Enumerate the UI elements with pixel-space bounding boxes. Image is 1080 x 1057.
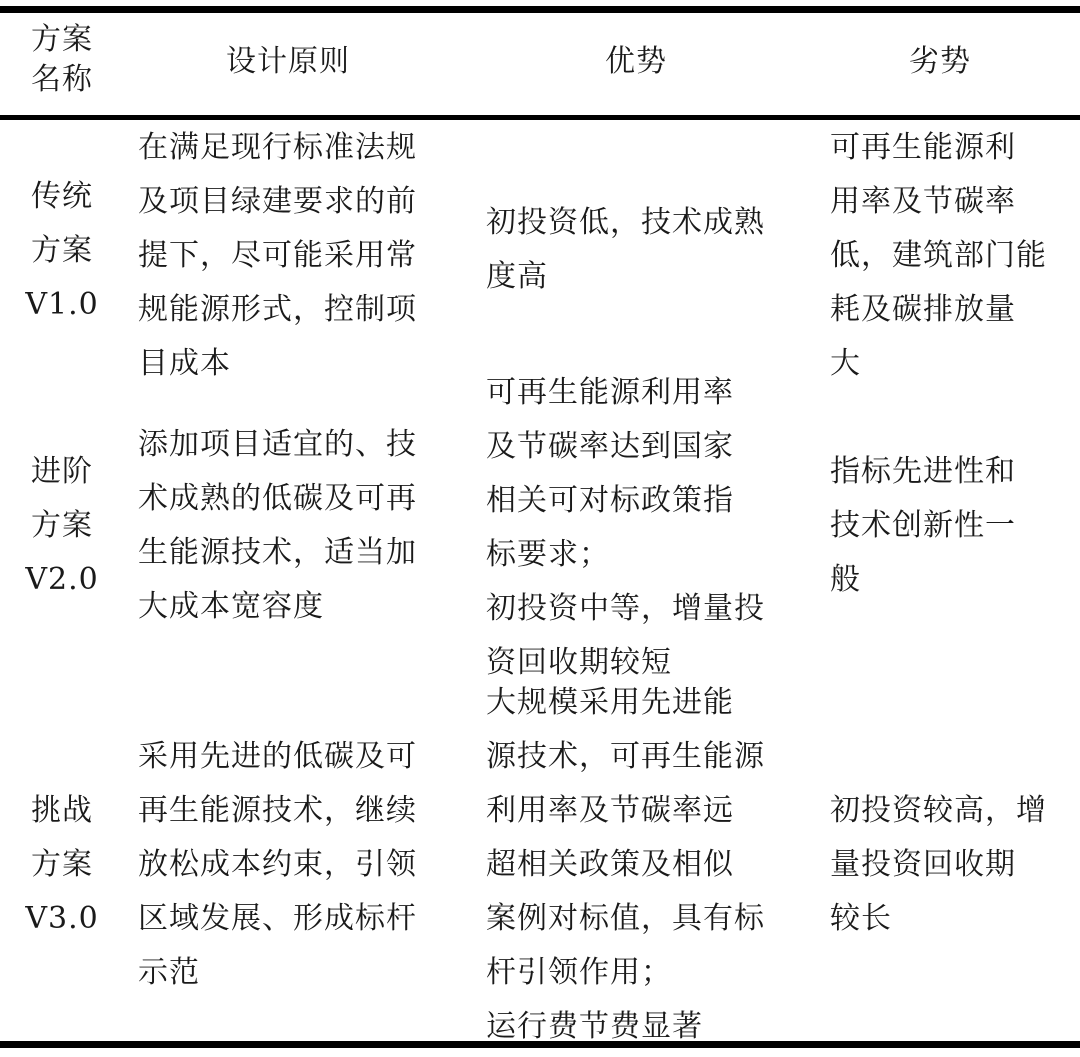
cell-line: V2.0 xyxy=(25,562,99,597)
cell-line: 大规模采用先进能 xyxy=(486,685,734,720)
row2-principle xyxy=(138,418,448,634)
cell-line: 般 xyxy=(830,562,861,597)
cell-line: 技术创新性一 xyxy=(830,508,1016,543)
cell-line: 用率及节碳率 xyxy=(830,184,1016,219)
row1-scheme-name xyxy=(22,170,102,332)
cell-line: 初投资较高，增 xyxy=(830,793,1047,828)
header-scheme-name xyxy=(22,20,102,100)
cell-line: 添加项目适宜的、技 xyxy=(138,427,417,462)
cell-line: 量投资回收期 xyxy=(830,847,1016,882)
cell-line: 目成本 xyxy=(138,346,231,381)
cell-line: 运行费节费显著 xyxy=(486,1009,703,1044)
row1-principle xyxy=(138,121,448,391)
row1-disadvantage xyxy=(830,121,1070,391)
row1-advantage xyxy=(486,196,806,304)
row2-scheme-name xyxy=(22,445,102,607)
cell-line: 再生能源技术，继续 xyxy=(138,793,417,828)
cell-line: 大 xyxy=(830,346,861,381)
cell-line: 超相关政策及相似 xyxy=(486,847,734,882)
cell-line: 度高 xyxy=(486,259,548,294)
header-advantage: 优势 xyxy=(605,44,667,79)
cell-line: 在满足现行标准法规 xyxy=(138,130,417,165)
cell-line: 示范 xyxy=(138,955,200,990)
cell-line: 术成熟的低碳及可再 xyxy=(138,481,417,516)
cell-line: 及节碳率达到国家 xyxy=(486,429,734,464)
cell-line: 方案 xyxy=(31,847,93,882)
cell-line: 方案 xyxy=(31,233,93,268)
cell-line: 耗及碳排放量 xyxy=(830,292,1016,327)
cell-line: 初投资低，技术成熟 xyxy=(486,205,765,240)
cell-line: 低，建筑部门能 xyxy=(830,238,1047,273)
cell-line: 区域发展、形成标杆 xyxy=(138,901,417,936)
table-top-rule xyxy=(0,6,1080,13)
cell-line: 标要求； xyxy=(486,537,610,572)
cell-line: 初投资中等，增量投 xyxy=(486,591,765,626)
row3-principle xyxy=(138,730,448,1000)
cell-line: 指标先进性和 xyxy=(830,454,1016,489)
cell-line: 进阶 xyxy=(31,454,93,489)
cell-line: V3.0 xyxy=(25,901,99,936)
cell-line: 资回收期较短 xyxy=(486,645,672,680)
header-scheme-name-line: 方案 xyxy=(31,22,93,57)
cell-line: 可再生能源利 xyxy=(830,130,1016,165)
header-scheme-name-line: 名称 xyxy=(31,62,93,97)
cell-line: 较长 xyxy=(830,901,892,936)
cell-line: 采用先进的低碳及可 xyxy=(138,739,417,774)
cell-line: 相关可对标政策指 xyxy=(486,483,734,518)
cell-line: 可再生能源利用率 xyxy=(486,375,734,410)
row3-advantage xyxy=(486,676,806,1054)
cell-line: 方案 xyxy=(31,508,93,543)
cell-line: 传统 xyxy=(31,179,93,214)
cell-line: 及项目绿建要求的前 xyxy=(138,184,417,219)
header-design-principle: 设计原则 xyxy=(226,44,350,79)
cell-line: 杆引领作用； xyxy=(486,955,672,990)
row3-disadvantage xyxy=(830,784,1070,946)
row3-scheme-name xyxy=(22,784,102,946)
row2-disadvantage xyxy=(830,445,1070,607)
table-header-rule xyxy=(0,115,1080,120)
header-disadvantage: 劣势 xyxy=(909,44,971,79)
cell-line: 案例对标值，具有标 xyxy=(486,901,765,936)
cell-line: 生能源技术，适当加 xyxy=(138,535,417,570)
cell-line: 利用率及节碳率远 xyxy=(486,793,734,828)
cell-line: 提下，尽可能采用常 xyxy=(138,238,417,273)
cell-line: 挑战 xyxy=(31,793,93,828)
cell-line: 放松成本约束，引领 xyxy=(138,847,417,882)
cell-line: 规能源形式，控制项 xyxy=(138,292,417,327)
row2-advantage xyxy=(486,366,806,690)
cell-line: 大成本宽容度 xyxy=(138,589,324,624)
cell-line: V1.0 xyxy=(25,287,99,322)
cell-line: 源技术，可再生能源 xyxy=(486,739,765,774)
